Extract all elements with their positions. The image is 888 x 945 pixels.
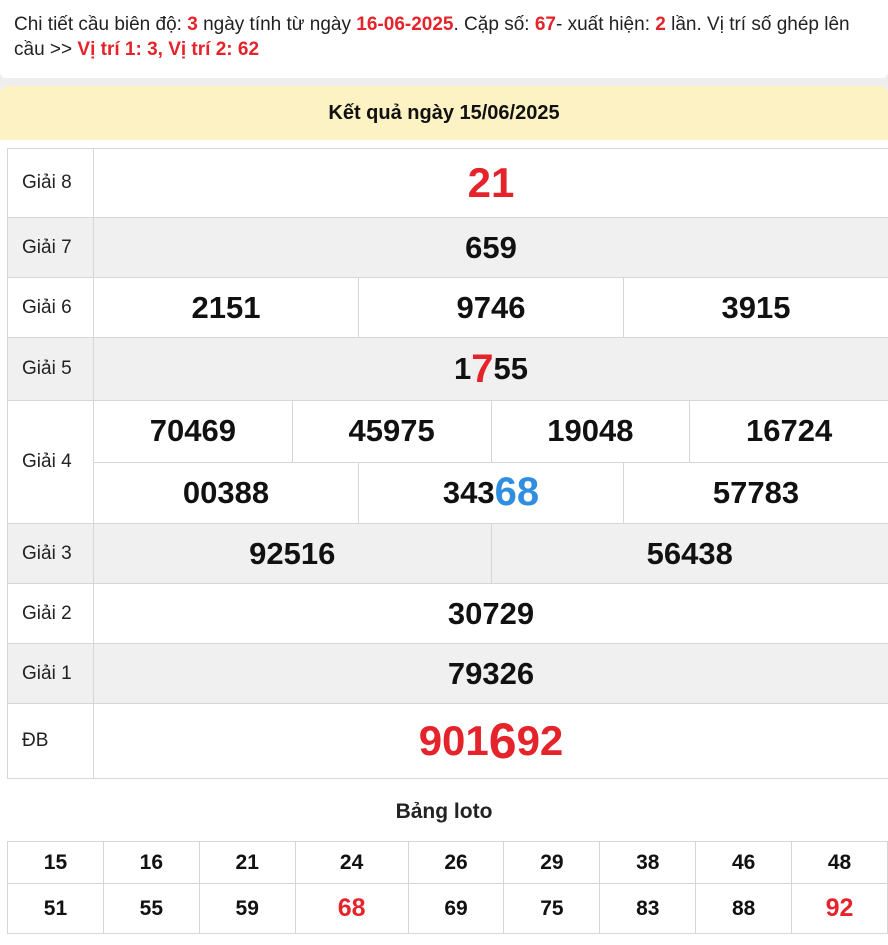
prize-label: Giải 3 [8,524,94,583]
loto-number: 29 [504,842,600,883]
info-text: - xuất hiện: [555,14,656,35]
loto-number: 75 [504,884,600,933]
digit: 343 [442,474,495,510]
prize-5-value [94,338,888,400]
prize-label: Giải 1 [8,644,94,703]
bridge-info-text [0,0,888,78]
loto-row [8,842,888,884]
prize-label: Giải 2 [8,584,94,643]
prize-4-value: 16724 [689,401,888,462]
prize-6-value: 3915 [623,278,888,337]
loto-number: 26 [409,842,505,883]
loto-number: 69 [409,884,505,933]
loto-number: 16 [104,842,200,883]
prize-row-1 [8,644,888,704]
loto-number: 15 [8,842,104,883]
start-date: 16-06-2025 [356,14,454,35]
prize-row-4 [8,401,888,524]
prize-row-8 [8,149,888,218]
prize-row-7 [8,218,888,278]
digit: 55 [493,351,528,386]
prize-row-3 [8,524,888,584]
prize-3-value: 92516 [249,535,336,571]
loto-number: 51 [8,884,104,933]
loto-table [7,841,888,934]
result-header: Kết quả ngày 15/06/2025 [0,86,888,140]
digit: 901 [418,717,489,764]
prize-4-value: 70469 [149,413,236,449]
prize-2-value: 30729 [447,595,535,631]
prize-6-value: 2151 [191,289,261,325]
digit: 1 [454,351,472,386]
bien-do-value: 3 [187,14,198,35]
prize-label: Giải 6 [8,278,94,337]
loto-number: 83 [600,884,696,933]
prize-row-6 [8,278,888,338]
prize-label: Giải 5 [8,338,94,400]
special-prize-value [94,704,888,778]
prize-label: Giải 7 [8,218,94,277]
loto-row [8,884,888,934]
loto-number: 21 [200,842,296,883]
prize-4-value: 19048 [491,401,690,462]
loto-title: Bảng loto [395,800,493,823]
highlighted-digit: 68 [494,470,540,515]
prize-6-value: 9746 [358,278,623,337]
loto-number-highlighted: 92 [792,884,888,933]
prize-row-5 [8,338,888,401]
loto-number: 88 [696,884,792,933]
pair-number: 67 [534,14,556,35]
loto-number: 38 [600,842,696,883]
prize-1-value: 79326 [447,655,535,691]
highlighted-digit: 7 [471,346,494,391]
loto-number: 46 [696,842,792,883]
highlighted-digit: 6 [488,713,517,769]
result-panel [0,86,888,945]
info-text: lần. Vị trí số ghép lên cầu >> [14,14,850,60]
loto-number: 59 [200,884,296,933]
loto-number-highlighted: 68 [296,884,409,933]
prize-4-value: 57783 [623,463,888,524]
prize-3-value: 56438 [491,524,888,583]
loto-number: 24 [296,842,409,883]
position-info: Vị trí 1: 3, Vị trí 2: 62 [77,39,260,60]
result-table [7,148,888,779]
prize-row-special [8,704,888,779]
prize-label: Giải 8 [8,149,94,217]
prize-label: ĐB [8,704,94,778]
loto-number: 55 [104,884,200,933]
prize-label: Giải 4 [8,401,94,523]
loto-number: 48 [792,842,888,883]
prize-8-value: 21 [467,159,515,206]
info-text: . Cặp số: [453,14,535,35]
appearance-count: 2 [655,14,666,35]
prize-4-value [358,463,623,524]
prize-7-value: 659 [465,229,517,265]
prize-4-value: 45975 [292,401,491,462]
prize-row-2 [8,584,888,644]
prize-4-value: 00388 [182,474,270,510]
info-text: ngày tính từ ngày [197,14,357,35]
digit: 92 [516,717,564,764]
info-text: Chi tiết cầu biên độ: [14,14,188,35]
